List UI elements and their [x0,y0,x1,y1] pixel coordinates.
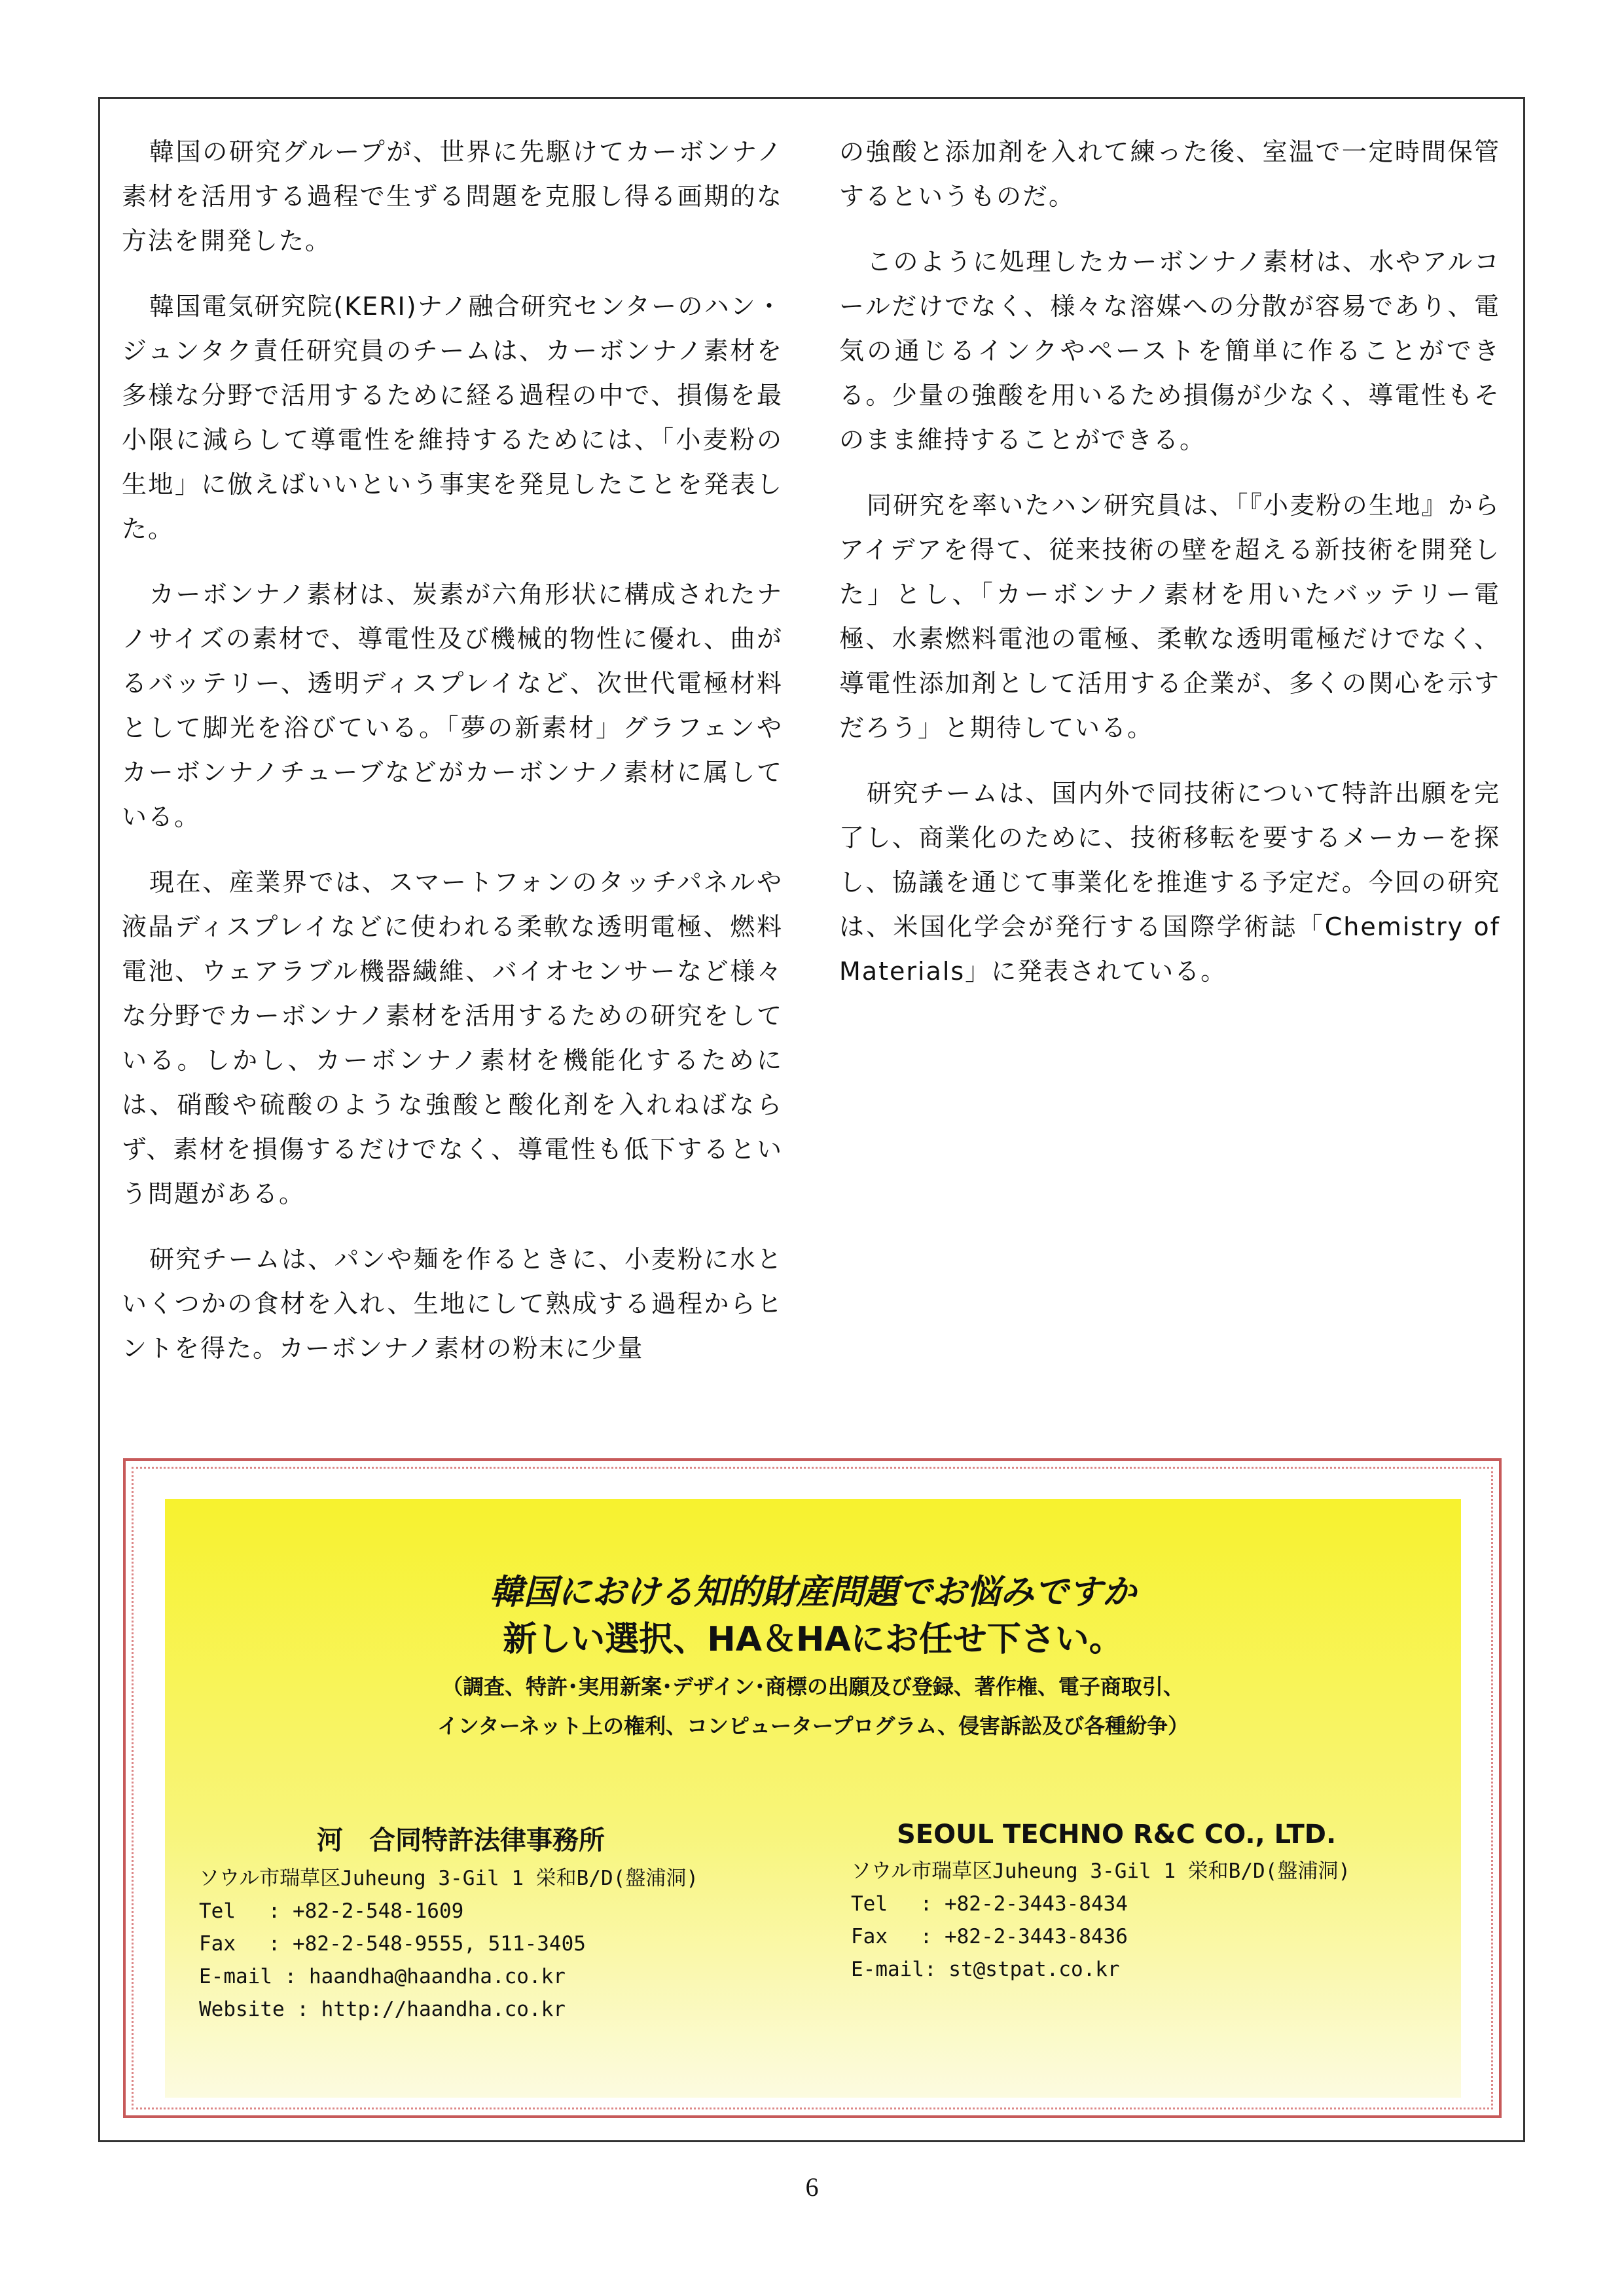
paragraph: 現在、産業界では、スマートフォンのタッチパネルや液晶ディスプレイなどに使われる柔軟な透明電極、燃料電池、ウェアラブル機器繊維、バイオセンサーなど様々な分野でカーボンナノ素材を活用するための研究をしている。しかし、カーボンナノ素材を機能化するためには、硝酸や硫酸のような強酸と酸化剤を入れねばならず、素材を損傷するだけでなく、導電性も低下するという問題がある。 [122,868,783,1208]
firm-contact-haandha [199,1820,698,2026]
paragraph: このように処理したカーボンナノ素材は、水やアルコールだけでなく、様々な溶媒への分散が容易であり、電気の通じるインクやペーストを簡単に作ることができる。少量の強酸を用いるため損傷が少なく、導電性もそのまま維持することができる。 [839,247,1500,454]
paragraph: 研究チームは、パンや麺を作るときに、小麦粉に水といくつかの食材を入れ、生地にして熟成する過程からヒントを得た。カーボンナノ素材の粉末に少量 [122,1245,783,1363]
article-right-column [839,130,1500,1014]
article-left-column [122,130,783,1391]
firm-website[interactable]: Website : http://haandha.co.kr [199,1998,566,2021]
page-number: 6 [805,2172,819,2202]
ad-services-line-2: インターネット上の権利、コンピュータープログラム、侵害訴訟及び各種紛争） [437,1713,1189,1738]
paragraph: カーボンナノ素材は、炭素が六角形状に構成されたナノサイズの素材で、導電性及び機械的物性に優れ、曲がるバッテリー、透明ディスプレイなど、次世代電極材料として脚光を浴びている。「夢の新素材」グラフェンやカーボンナノチューブなどがカーボンナノ素材に属している。 [122,580,783,831]
firm-name: SEOUL TECHNO R&C CO., LTD. [897,1820,1337,1850]
ad-services-line-1: （調査、特許･実用新案･デザイン･商標の出願及び登録、著作権、電子商取引、 [442,1674,1184,1699]
firm-email[interactable]: E-mail : haandha@haandha.co.kr [199,1965,566,1988]
firm-name: 河 合同特許法律事務所 [317,1825,605,1856]
paragraph: 韓国の研究グループが、世界に先駆けてカーボンナノ素材を活用する過程で生ずる問題を克服し得る画期的な方法を開発した。 [122,137,783,255]
firm-fax: Fax : +82-2-3443-8436 [851,1925,1128,1948]
paragraph: 韓国電気研究院(KERI)ナノ融合研究センターのハン・ジュンタク責任研究員のチームは、カーボンナノ素材を多様な分野で活用するために経る過程の中で、損傷を最小限に減らして導電性を維持するためには、「小麦粉の生地」に倣えばいいという事実を発見したことを発表した。 [122,292,783,543]
firm-tel: Tel : +82-2-3443-8434 [851,1892,1128,1916]
firm-address: ソウル市瑞草区Juheung 3-Gil 1 栄和B/D(盤浦洞) [851,1859,1351,1883]
firm-address: ソウル市瑞草区Juheung 3-Gil 1 栄和B/D(盤浦洞) [199,1867,699,1890]
firm-fax: Fax : +82-2-548-9555, 511-3405 [199,1932,586,1956]
firm-email[interactable]: E-mail: st@stpat.co.kr [851,1958,1120,1981]
paragraph: 研究チームは、国内外で同技術について特許出願を完了し、商業化のために、技術移転を要するメーカーを探し、協議を通じて事業化を推進する予定だ。今回の研究は、米国化学会が発行する国際学術誌「Chemistry of Materials」に発表されている。 [839,779,1500,986]
firm-tel: Tel : +82-2-548-1609 [199,1899,464,1923]
advertisement-box [165,1499,1461,2098]
paragraph-continuation: の強酸と添加剤を入れて練った後、室温で一定時間保管するというものだ。 [839,137,1500,211]
firm-contact-seoul-techno [851,1820,1350,1986]
ad-tagline: 新しい選択、HA＆HAにお任せ下さい。 [503,1620,1123,1659]
ad-headline: 韓国における知的財産問題でお悩みですか [489,1573,1136,1612]
paragraph: 同研究を率いたハン研究員は、「『小麦粉の生地』からアイデアを得て、従来技術の壁を超える新技術を開発した」とし、「カーボンナノ素材を用いたバッテリー電極、水素燃料電池の電極、柔軟な透明電極だけでなく、導電性添加剤として活用する企業が、多くの関心を示すだろう」と期待している。 [839,491,1500,742]
